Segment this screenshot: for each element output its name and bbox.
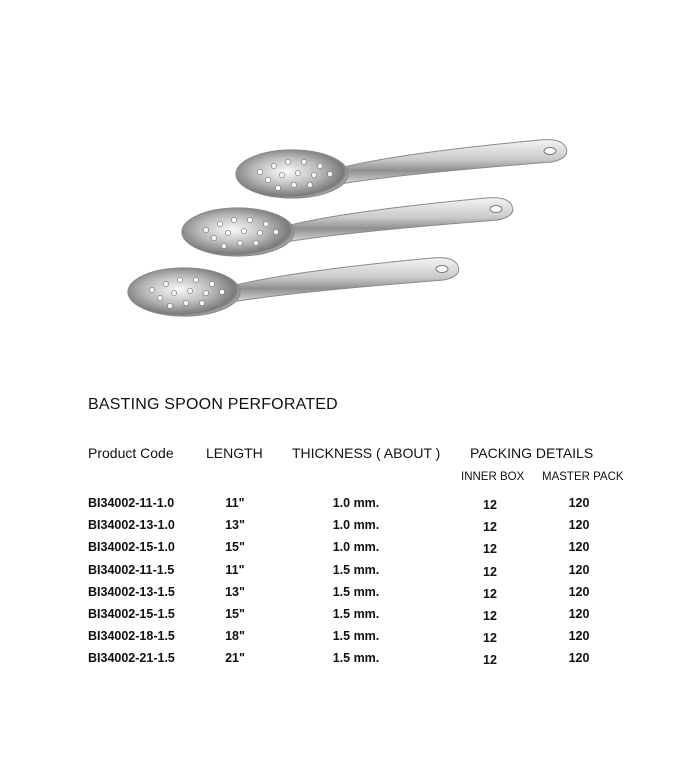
length-value: 15" — [225, 606, 245, 621]
master-pack-value: 120 — [568, 629, 590, 644]
master-pack-value: 120 — [568, 496, 590, 510]
thickness-value: 1.0 mm. — [332, 518, 380, 533]
thickness-value: 1.0 mm. — [332, 496, 380, 510]
header-inner-box: INNER BOX — [461, 471, 525, 483]
table-row — [0, 629, 700, 651]
thickness-value: 1.5 mm. — [332, 584, 380, 599]
master-pack-value: 120 — [568, 518, 590, 533]
table-row — [0, 496, 700, 518]
length-value: 21" — [225, 651, 245, 666]
product-code: BI34002-15-1.5 — [88, 606, 175, 621]
inner-box-value: 12 — [483, 498, 497, 512]
table-row — [0, 518, 700, 540]
thickness-value: 1.0 mm. — [332, 540, 380, 555]
product-code: BI34002-13-1.5 — [88, 584, 175, 599]
product-code: BI34002-18-1.5 — [88, 629, 175, 644]
thickness-value: 1.5 mm. — [332, 629, 380, 644]
table-row — [0, 585, 700, 607]
product-code: BI34002-11-1.0 — [88, 496, 175, 510]
inner-box-value: 12 — [483, 586, 497, 601]
table-row — [0, 540, 700, 562]
thickness-value: 1.5 mm. — [332, 606, 380, 621]
perforated-basting-spoons-icon — [120, 110, 580, 350]
product-code: BI34002-15-1.0 — [88, 540, 175, 555]
master-pack-value: 120 — [568, 606, 590, 621]
master-pack-value: 120 — [568, 651, 590, 666]
master-pack-value: 120 — [568, 562, 590, 577]
master-pack-value: 120 — [568, 540, 590, 555]
header-product-code: Product Code — [88, 445, 174, 461]
length-value: 11" — [225, 496, 245, 510]
product-table — [0, 496, 700, 674]
product-code: BI34002-11-1.5 — [88, 562, 175, 577]
thickness-value: 1.5 mm. — [332, 651, 380, 666]
length-value: 13" — [225, 584, 245, 599]
inner-box-value: 12 — [483, 542, 497, 557]
header-thickness: THICKNESS ( ABOUT ) — [292, 445, 441, 461]
inner-box-value: 12 — [483, 520, 497, 535]
product-code: BI34002-13-1.0 — [88, 518, 175, 533]
length-value: 11" — [225, 562, 245, 577]
product-code: BI34002-21-1.5 — [88, 651, 175, 666]
header-packing-details: PACKING DETAILS — [470, 445, 594, 461]
table-row — [0, 651, 700, 673]
header-master-pack: MASTER PACK — [542, 471, 624, 483]
table-row — [0, 563, 700, 585]
length-value: 18" — [225, 629, 245, 644]
header-length: LENGTH — [206, 445, 263, 461]
master-pack-value: 120 — [568, 584, 590, 599]
inner-box-value: 12 — [483, 564, 497, 579]
length-value: 15" — [225, 540, 245, 555]
inner-box-value: 12 — [483, 653, 497, 668]
inner-box-value: 12 — [483, 608, 497, 623]
length-value: 13" — [225, 518, 245, 533]
inner-box-value: 12 — [483, 631, 497, 646]
page-title: BASTING SPOON PERFORATED — [88, 396, 338, 413]
table-row — [0, 607, 700, 629]
thickness-value: 1.5 mm. — [332, 562, 380, 577]
